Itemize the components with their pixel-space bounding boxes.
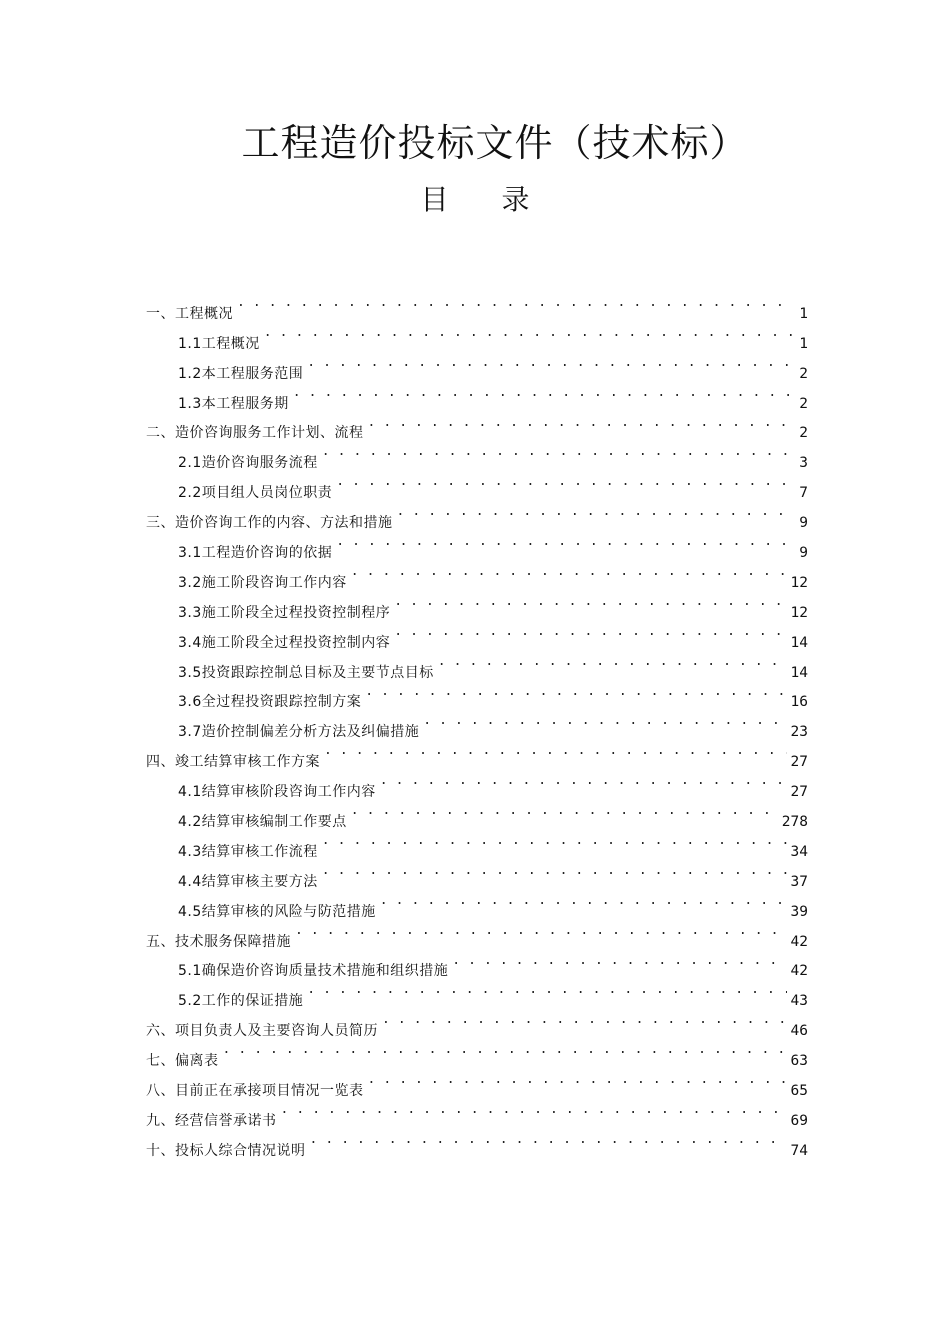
toc-dot-leader [351,557,787,587]
toc-dot-leader [394,587,786,617]
toc-entry-label: 八、目前正在承接项目情况一览表 [146,1083,364,1100]
toc-entry-label: 1.3本工程服务期 [178,395,289,412]
toc-dot-leader [365,677,786,707]
toc-entry[interactable] [146,318,808,352]
toc-entry-label: 1.2本工程服务范围 [178,365,304,382]
toc-entry-label: 2.1造价咨询服务流程 [178,455,318,472]
toc-entry-page-number: 2 [799,365,808,382]
toc-dot-leader [382,1005,787,1035]
toc-entry-page-number: 42 [790,963,808,980]
toc-dot-leader [322,437,794,467]
toc-entry-label: 4.1结算审核阶段咨询工作内容 [178,784,376,801]
toc-entry-page-number: 43 [790,993,808,1010]
toc-dot-leader [336,467,794,497]
toc-entry-page-number: 16 [790,694,808,711]
toc-entry-page-number: 65 [790,1083,808,1100]
toc-entry-page-number: 74 [790,1142,808,1159]
toc-dot-leader [264,318,794,348]
toc-entry-page-number: 34 [790,843,808,860]
toc-dot-leader [322,826,787,856]
toc-entry-page-number: 69 [790,1112,808,1129]
toc-dot-leader [293,378,794,408]
toc-entry-page-number: 12 [790,574,808,591]
toc-dot-leader [307,975,786,1005]
document-title: 工程造价投标文件（技术标） [241,121,749,166]
toc-dot-leader [423,706,786,736]
toc-dot-leader [394,617,786,647]
toc-entry-page-number: 27 [790,754,808,771]
toc-dot-leader [310,1125,787,1155]
toc-entry-page-number: 9 [799,545,808,562]
toc-dot-leader [438,647,787,677]
toc-entry-page-number: 9 [799,515,808,532]
toc-entry-label: 一、工程概况 [146,305,233,322]
toc-entry-page-number: 7 [799,485,808,502]
toc-entry-label: 十、投标人综合情况说明 [146,1142,306,1159]
toc-entry-label: 4.2结算审核编制工作要点 [178,814,347,831]
toc-dot-leader [281,1095,787,1125]
toc-entry-page-number: 2 [799,425,808,442]
toc-entry-label: 六、项目负责人及主要咨询人员简历 [146,1023,378,1040]
toc-entry-label: 三、造价咨询工作的内容、方法和措施 [146,515,393,532]
toc-dot-leader [322,856,787,886]
toc-entry-page-number: 2 [799,395,808,412]
toc-dot-leader [368,1065,787,1095]
toc-entry-page-number: 14 [790,634,808,651]
toc-entry-label: 九、经营信誉承诺书 [146,1112,277,1129]
toc-entry-page-number: 23 [790,724,808,741]
toc-dot-leader [295,916,787,946]
toc-entry[interactable] [146,288,808,322]
toc-entry-label: 3.6全过程投资跟踪控制方案 [178,694,362,711]
toc-entry-label: 2.2项目组人员岗位职责 [178,485,333,502]
toc-entry-page-number: 39 [790,903,808,920]
toc-entry-page-number: 3 [799,455,808,472]
toc-entry-label: 二、造价咨询服务工作计划、流程 [146,425,364,442]
toc-entry-page-number: 37 [790,873,808,890]
toc-entry-label: 1.1工程概况 [178,335,260,352]
toc-dot-leader [452,946,786,976]
toc-dot-leader [380,766,787,796]
toc-heading: 目 录 [420,183,552,216]
toc-entry-label: 3.7造价控制偏差分析方法及纠偏措施 [178,724,420,741]
toc-entry-page-number: 63 [790,1053,808,1070]
toc-dot-leader [237,288,794,318]
table-of-contents [146,288,808,1159]
toc-entry-label: 七、偏离表 [146,1053,219,1070]
toc-dot-leader [223,1035,787,1065]
toc-entry-page-number: 14 [790,664,808,681]
toc-entry-label: 4.5结算审核的风险与防范措施 [178,903,376,920]
toc-dot-leader [307,348,794,378]
toc-entry-label: 五、技术服务保障措施 [146,933,291,950]
toc-dot-leader [397,497,795,527]
toc-dot-leader [380,886,787,916]
toc-entry-label: 3.4施工阶段全过程投资控制内容 [178,634,391,651]
toc-dot-leader [336,527,794,557]
toc-entry-label: 5.2工作的保证措施 [178,993,304,1010]
toc-dot-leader [368,408,795,438]
toc-entry-label: 3.1工程造价咨询的依据 [178,545,333,562]
toc-entry-label: 3.2施工阶段咨询工作内容 [178,574,347,591]
toc-entry-page-number: 278 [781,814,808,831]
toc-entry-page-number: 12 [790,604,808,621]
toc-entry[interactable] [146,1065,808,1100]
toc-entry-label: 4.3结算审核工作流程 [178,843,318,860]
toc-entry-label: 3.5投资跟踪控制总目标及主要节点目标 [178,664,434,681]
toc-entry-page-number: 1 [799,305,808,322]
toc-entry-label: 5.1确保造价咨询质量技术措施和组织措施 [178,963,449,980]
toc-entry[interactable] [146,1035,808,1070]
toc-entry-page-number: 1 [799,335,808,352]
toc-dot-leader [324,736,787,766]
toc-entry-page-number: 46 [790,1023,808,1040]
toc-entry-page-number: 42 [790,933,808,950]
toc-entry-label: 四、竣工结算审核工作方案 [146,754,320,771]
toc-dot-leader [351,796,778,826]
toc-entry-label: 4.4结算审核主要方法 [178,873,318,890]
toc-entry-page-number: 27 [790,784,808,801]
toc-entry-label: 3.3施工阶段全过程投资控制程序 [178,604,391,621]
